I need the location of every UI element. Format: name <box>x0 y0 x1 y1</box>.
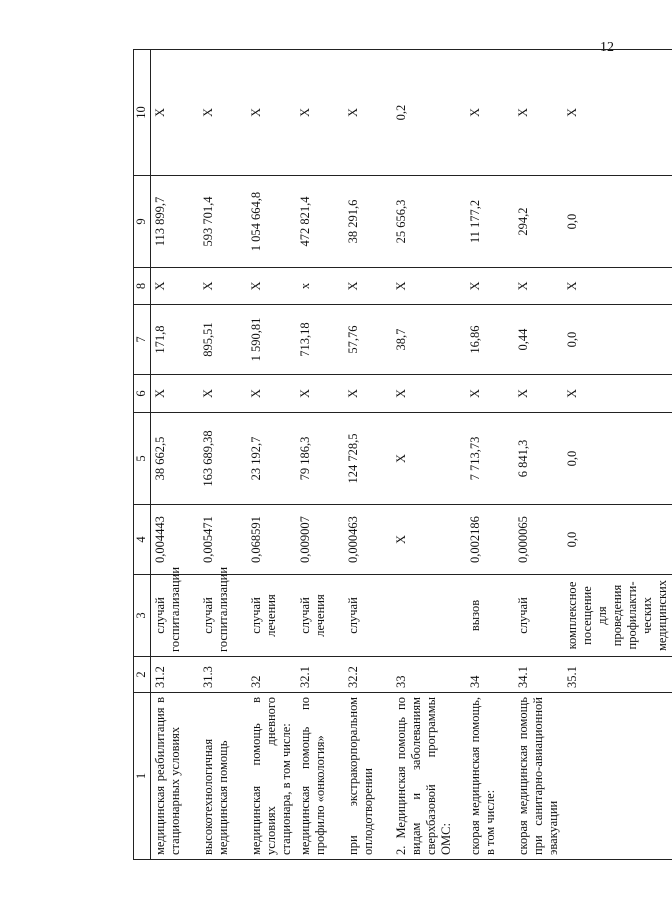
cell-col9: 0,0 <box>563 176 672 268</box>
cell-col4: 0,068591 <box>247 505 296 575</box>
cell-col7: 895,51 <box>199 305 247 375</box>
cell-col8: Х <box>151 268 200 305</box>
cell-col8: Х <box>514 268 563 305</box>
row-unit <box>392 575 466 657</box>
cell-col10: Х <box>199 50 247 176</box>
cell-col10: Х <box>466 50 514 176</box>
table-row <box>466 50 514 860</box>
cell-col8: Х <box>344 268 392 305</box>
cell-col4: 0,005471 <box>199 505 247 575</box>
row-unit: вызов <box>466 575 514 657</box>
page-number: 12 <box>600 40 614 55</box>
cell-col5: 163 689,38 <box>199 413 247 505</box>
row-name: медицинская помощь по профилю «онкология» <box>296 693 344 860</box>
cell-col6: Х <box>514 375 563 413</box>
cell-col10: Х <box>514 50 563 176</box>
cell-col6: Х <box>247 375 296 413</box>
cell-col6: Х <box>563 375 672 413</box>
cell-col7: 1 590,81 <box>247 305 296 375</box>
cell-col6: Х <box>199 375 247 413</box>
row-name: высокотехнологичная медицинская помощь <box>199 693 247 860</box>
table-row <box>392 50 466 860</box>
cell-col6: Х <box>466 375 514 413</box>
cell-col9: 113 899,7 <box>151 176 200 268</box>
cell-col4: Х <box>392 505 466 575</box>
cell-col5: 6 841,3 <box>514 413 563 505</box>
row-name: медицинская реабилитация в стационарных условиях <box>151 693 200 860</box>
cell-col7: 713,18 <box>296 305 344 375</box>
table-row <box>563 50 672 860</box>
cell-col7: 171,8 <box>151 305 200 375</box>
header-row <box>134 50 151 860</box>
col-header: 5 <box>134 413 151 505</box>
col-header: 9 <box>134 176 151 268</box>
row-unit: случай лечения <box>296 575 344 657</box>
table-row <box>296 50 344 860</box>
cell-col8: Х <box>563 268 672 305</box>
col-header: 3 <box>134 575 151 657</box>
col-header: 2 <box>134 657 151 693</box>
col-header: 4 <box>134 505 151 575</box>
row-code: 34.1 <box>514 657 563 693</box>
cell-col7: 0,44 <box>514 305 563 375</box>
row-code: 33 <box>392 657 466 693</box>
col-header: 10 <box>134 50 151 176</box>
cell-col7: 0,0 <box>563 305 672 375</box>
cell-col10: Х <box>344 50 392 176</box>
cell-col7: 57,76 <box>344 305 392 375</box>
cell-col10: Х <box>296 50 344 176</box>
cell-col8: Х <box>466 268 514 305</box>
row-unit: случай госпитализации <box>151 575 200 657</box>
row-unit: случай <box>514 575 563 657</box>
table-row <box>247 50 296 860</box>
cell-col10: Х <box>563 50 672 176</box>
cell-col5: 7 713,73 <box>466 413 514 505</box>
row-code: 31.3 <box>199 657 247 693</box>
cell-col8: Х <box>199 268 247 305</box>
table-row <box>199 50 247 860</box>
cell-col10: Х <box>151 50 200 176</box>
row-code: 32.2 <box>344 657 392 693</box>
cell-col4: 0,0 <box>563 505 672 575</box>
cell-col9: 472 821,4 <box>296 176 344 268</box>
col-header: 6 <box>134 375 151 413</box>
cell-col4: 0,004443 <box>151 505 200 575</box>
row-name <box>563 693 672 860</box>
cell-col6: Х <box>344 375 392 413</box>
cell-col5: 38 662,5 <box>151 413 200 505</box>
table-row <box>514 50 563 860</box>
cell-col5: 23 192,7 <box>247 413 296 505</box>
row-unit: случай лечения <box>247 575 296 657</box>
table-row <box>344 50 392 860</box>
cell-col10: Х <box>247 50 296 176</box>
cell-col5: 0,0 <box>563 413 672 505</box>
row-unit: случай госпитализации <box>199 575 247 657</box>
cell-col9: 593 701,4 <box>199 176 247 268</box>
row-name: 2. Медицинская помощь по видам и заболеваниям сверхбазовой программы ОМС: <box>392 693 466 860</box>
cell-col6: Х <box>151 375 200 413</box>
data-table <box>133 49 672 860</box>
cell-col4: 0,002186 <box>466 505 514 575</box>
cell-col9: 25 656,3 <box>392 176 466 268</box>
cell-col9: 11 177,2 <box>466 176 514 268</box>
row-name: скорая медицинская помощь, в том числе: <box>466 693 514 860</box>
col-header: 7 <box>134 305 151 375</box>
row-code: 35.1 <box>563 657 672 693</box>
cell-col6: Х <box>296 375 344 413</box>
cell-col8: Х <box>247 268 296 305</box>
cell-col5: 79 186,3 <box>296 413 344 505</box>
col-header: 1 <box>134 693 151 860</box>
cell-col9: 38 291,6 <box>344 176 392 268</box>
row-code: 32 <box>247 657 296 693</box>
rotated-table-container <box>133 50 669 860</box>
col-header: 8 <box>134 268 151 305</box>
cell-col6: Х <box>392 375 466 413</box>
cell-col7: 38,7 <box>392 305 466 375</box>
cell-col4: 0,000463 <box>344 505 392 575</box>
cell-col9: 294,2 <box>514 176 563 268</box>
cell-col4: 0,000065 <box>514 505 563 575</box>
row-unit: случай <box>344 575 392 657</box>
row-code: 32.1 <box>296 657 344 693</box>
table-row <box>151 50 200 860</box>
cell-col8: х <box>296 268 344 305</box>
cell-col7: 16,86 <box>466 305 514 375</box>
cell-col5: 124 728,5 <box>344 413 392 505</box>
row-unit: комплексное посещение для проведения профилакти-ческих медицинских <box>563 575 672 657</box>
cell-col4: 0,009007 <box>296 505 344 575</box>
row-name: скорая медицинская помощь при санитарно-авиационной эвакуации <box>514 693 563 860</box>
row-code: 34 <box>466 657 514 693</box>
row-name: при экстракорпоральном оплодотворении <box>344 693 392 860</box>
row-code: 31.2 <box>151 657 200 693</box>
cell-col10: 0,2 <box>392 50 466 176</box>
cell-col5: Х <box>392 413 466 505</box>
row-name: медицинская помощь в условиях дневного стационара, в том числе: <box>247 693 296 860</box>
cell-col8: Х <box>392 268 466 305</box>
cell-col9: 1 054 664,8 <box>247 176 296 268</box>
